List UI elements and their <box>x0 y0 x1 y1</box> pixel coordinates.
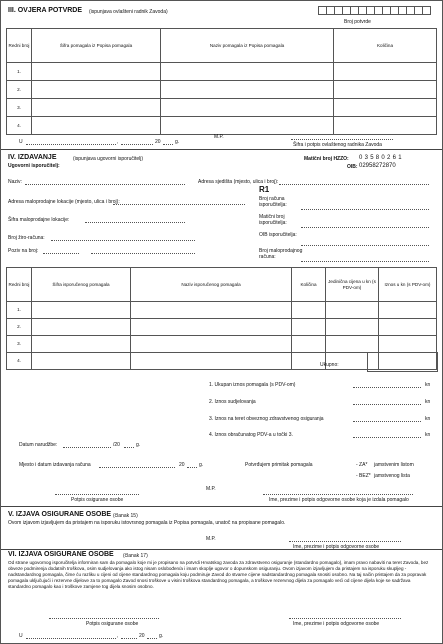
ime-label: Ime, prezime i potpis odgovorne osobe <box>293 621 380 627</box>
broj-potvrde-boxes[interactable] <box>319 6 431 17</box>
potpis-osobe-field[interactable] <box>55 494 139 495</box>
maticni-isp-field[interactable] <box>301 227 429 228</box>
r1-label: R1 <box>259 185 270 194</box>
signature-field[interactable] <box>291 139 393 140</box>
poziv-field-b[interactable] <box>91 253 195 254</box>
mp-label: M.P. <box>206 536 216 542</box>
potpis-field[interactable] <box>49 618 159 619</box>
broj-racun-label: Broj maloprodajnog računa: <box>259 248 303 260</box>
col-iznos: Iznos u kn (s PDV-om) <box>379 268 437 302</box>
place-field[interactable] <box>26 144 116 145</box>
section-vi-text: Od strane ugovornog isporučitelja informiran sam da pomagalo koje mi je propisano na potvrdi Hrvatskog zavoda za zdravstveno osiguranje (standardno pomagalo), imam pravo nabaviti na teret Zavoda, bez obveze podmirenja dodatnih troškova, osim sudjelovanja ako istog nisam oslobođen/a i imam skoplje ugovor o dopunskom osiguranju. Ovom izjavom izjavljujem da pristajem na isporuku skupljeg - nadstandardnog pomagala, čime ću razliku u cijeni od cijene standardnog pomagala koju podmiruje Zavod do stvarne cijene nadstandardnog pomagala snositi osobno. Na taj način pristajem da za popravak pomagala uključujući i rezervne dijelove za to pomagalo Zavod snosi troškove u visini troškova standardnog pomagala, a troškove rezervnog dijela za pomagalo veći od cijene dijela koje se sadržava standardno pomagalo kao i troškove zamjene tog dijela snosim osobno. <box>8 560 429 589</box>
datum-label: Datum narudžbe: <box>19 442 58 448</box>
bez-label: - BEZ* <box>356 473 371 479</box>
section-v-title: V. IZJAVA OSIGURANE OSOBE <box>8 511 112 518</box>
year-field[interactable] <box>163 144 173 145</box>
ukupno-label: Ukupno: <box>320 362 339 368</box>
date-field[interactable] <box>121 144 153 145</box>
table-row[interactable]: 4. <box>7 353 437 370</box>
sum-field-3[interactable] <box>353 421 421 422</box>
sum-line-4: 4. Iznos obračunatog PDV-a u točki 3. <box>209 432 293 438</box>
datum-field[interactable] <box>63 447 111 448</box>
section-vi-title: VI. IZJAVA OSIGURANE OSOBE <box>8 551 114 558</box>
adresa-sjedista-label: Adresa sjedišta (mjesto, ulica i broj): <box>198 179 279 185</box>
section-v-clanak: (članak 15) <box>113 513 138 519</box>
naziv-field[interactable] <box>25 184 185 185</box>
adresa-sjedista-field[interactable] <box>279 184 429 185</box>
potvrda-label: Potvrđujem primitak pomagala <box>245 462 313 468</box>
ime-field[interactable] <box>289 618 401 619</box>
section-iv-title: IV. IZDAVANJE <box>8 154 57 161</box>
table-row[interactable]: 1. <box>7 302 437 319</box>
maticni-value: 0 3 5 8 0 2 6 1 <box>359 155 402 161</box>
col-redni-broj: Redni broj <box>7 268 32 302</box>
col-sifra: Šifra isporučenog pomagala <box>32 268 131 302</box>
sifra-lokacije-label: Šifra maloprodajne lokacije: <box>8 217 70 223</box>
section-v-text: Ovom izjavom izjavljujem da pristajem na isporuku istovrsnog pomagala iz Popisa pomagala, unatoč na propisane pomagalo. <box>8 520 286 526</box>
adresa-prodajne-field[interactable] <box>113 204 245 205</box>
mjesto-label: Mjesto i datum izdavanja računa <box>19 462 91 468</box>
broj-racun-field[interactable] <box>301 261 429 262</box>
col-redni-broj: Redni broj <box>7 29 32 63</box>
section-v <box>1 506 442 550</box>
table-row[interactable]: 3. <box>7 336 437 353</box>
broj-potvrde-label: Broj potvrde <box>344 19 371 25</box>
naziv-label: Naziv: <box>8 179 22 185</box>
ime-isp-label: Ime, prezime i potpis odgovorne osobe koja je izdala pomagalo <box>269 497 409 503</box>
section-iii-title: III. OVJERA POTVRDE <box>8 7 83 14</box>
sum-field-1[interactable] <box>353 387 421 388</box>
col-kolicina: Količina <box>334 29 437 63</box>
broj-racuna-field[interactable] <box>301 209 429 210</box>
potpis-label: Potpis osigurane osobe <box>86 621 139 627</box>
ime-field[interactable] <box>289 541 401 542</box>
sum-field-2[interactable] <box>353 404 421 405</box>
ugovorni-label: Ugovorni isporučitelj: <box>8 163 60 169</box>
ime-label: Ime, prezime i potpis odgovorne osobe <box>293 544 380 550</box>
sum-line-2: 2. Iznos sudjelovanja <box>209 399 256 405</box>
table-row[interactable]: 4. <box>7 117 437 135</box>
sum-line-1: 1. Ukupan iznos pomagala (s PDV-om) <box>209 382 296 388</box>
section-iv: IV. IZDAVANJE (ispunjava ugovorni isporučitelj) Ugovorni isporučitelj: Matični broj HZZO: 0 3 5 8 0 2 6 1 OIB: 02958272870 Naziv: Adresa sjedišta (mjesto, ulica i broj): R1 Adresa maloprodajne lokacije (mjesto, ulica i broj): Broj računa isporučitelja: Šifra maloprodajne lokacije: Matični broj isporučitelja: Broj žiro-računa: OIB isporučitelja: Poziv na broj: Broj maloprodajnog računa: Redni broj Šifra isporučenog pomagala Naziv isporučenog pomagala Količina Jedinična cijena u kn (s PDV-om) Iznos u kn (s PDV-om) 1. 2. 3. 4. Ukupno: 1. Ukupan iznos pomagala (s PDV-om) kn 2. Iznos sudjelovanja kn 3. Iznos na teret obveznog zdravstvenog osiguranja kn 4. Iznos obračunatog PDV-a u točki 3. kn Datum narudžbe: /20 g. Mjesto i datum izdavanja računa 20 g. Potvrđujem primitak pomagala - ZA* jamstvenim listom - BEZ* jamstvenog lista M.P. Potpis osigurane osobe Ime, prezime i potpis odgovorne osobe koja je izdala pomagalo <box>1 149 442 507</box>
maticni-isp-label: Matični broj isporučitelja: <box>259 214 287 226</box>
maticni-label: Matični broj HZZO: <box>304 156 349 162</box>
za-label: - ZA* <box>356 462 368 468</box>
adresa-prodajne-label: Adresa maloprodajne lokacije (mjesto, ulica i broj): <box>8 199 120 205</box>
table-row[interactable]: 2. <box>7 319 437 336</box>
table-row[interactable]: 2. <box>7 81 437 99</box>
mjesto-field[interactable] <box>99 467 175 468</box>
col-naziv: Naziv pomagala iz Popisa pomagala <box>161 29 334 63</box>
col-naziv: Naziv isporučenog pomagala <box>131 268 292 302</box>
mp-label: M.P. <box>206 486 216 492</box>
broj-ziro-field[interactable] <box>51 240 195 241</box>
section-vi: VI. IZJAVA OSIGURANE OSOBE (članak 17) Od strane ugovornog isporučitelja informiran sam da pomagalo koje mi je propisano na potvrdi Hrvatskog zavoda za zdravstveno osiguranje (standardno pomagalo), imam pravo nabaviti na teret Zavoda, bez obveze podmirenja dodatnih troškova, osim sudjelovanja ako istog nisam oslobođen/a i imam skoplje ugovor o dopunskom osiguranju. Ovom izjavom izjavljujem da pristajem na isporuku skupljeg - nadstandardnog pomagala, čime ću razliku u cijeni od cijene standardnog pomagala koju podmiruje Zavod do stvarne cijene nadstandardnog pomagala snositi osobno. Na taj način pristajem da za popravak pomagala uključujući i rezervne dijelove za to pomagalo Zavod snosi troškove u visini troškova standardnog pomagala, a troškove rezervnog dijela za pomagalo veći od cijene dijela koje se sadržava standardno pomagalo kao i troškove zamjene tog dijela snosim osobno. Potpis osigurane osobe Ime, prezime i potpis odgovorne osobe U , 20 g. <box>1 549 442 643</box>
section-iii-table <box>6 28 437 135</box>
broj-racuna-label: Broj računa isporučitelja: <box>259 196 287 208</box>
poziv-field-a[interactable] <box>43 253 79 254</box>
mjesto-year-field[interactable] <box>187 467 197 468</box>
poziv-label: Poziv na broj: <box>8 248 39 254</box>
oib-isp-field[interactable] <box>301 245 429 246</box>
table-row[interactable]: 1. <box>7 63 437 81</box>
section-iv-subtitle: (ispunjava ugovorni isporučitelj) <box>73 156 144 162</box>
mp-label: M.P. <box>214 134 224 140</box>
u-label: U <box>19 139 23 145</box>
broj-ziro-label: Broj žiro-računa: <box>8 235 45 241</box>
col-jedinicna: Jedinična cijena u kn (s PDV-om) <box>326 268 379 302</box>
year-field[interactable] <box>147 638 157 639</box>
col-kolicina: Količina <box>292 268 326 302</box>
oib-value: 02958272870 <box>359 163 396 169</box>
sum-field-4[interactable] <box>353 437 421 438</box>
section-iii-subtitle: (ispunjava ovlašteni radnik Zavoda) <box>89 9 168 15</box>
potpis-osobe-label: Potpis osigurane osobe <box>71 497 124 503</box>
datum-year-field[interactable] <box>124 447 134 448</box>
sum-line-3: 3. Iznos na teret obveznog zdravstvenog osiguranja <box>209 416 324 422</box>
section-iii: III. OVJERA POTVRDE (ispunjava ovlašteni radnik Zavoda) Broj potvrde Redni broj Šifra pomagala iz Popisa pomagala Naziv pomagala iz Popisa pomagala Količina 1. 2. 3. 4. U , 20 g. M.P. Šifra i potpis ovlaštenog radnika Zavoda <box>1 1 442 150</box>
place-field[interactable] <box>26 638 116 639</box>
ukupno-field[interactable] <box>367 352 438 372</box>
u-label: U <box>19 633 23 639</box>
table-row[interactable]: 3. <box>7 99 437 117</box>
sifra-lokacije-field[interactable] <box>85 222 185 223</box>
date-field[interactable] <box>121 638 137 639</box>
col-sifra: Šifra pomagala iz Popisa pomagala <box>32 29 161 63</box>
ime-isp-field[interactable] <box>263 494 413 495</box>
section-vi-clanak: (članak 17) <box>123 553 148 559</box>
oib-label: OIB: <box>347 164 358 170</box>
stamp-label: Šifra i potpis ovlaštenog radnika Zavoda <box>293 142 382 148</box>
oib-isp-label: OIB isporučitelja: <box>259 232 297 238</box>
